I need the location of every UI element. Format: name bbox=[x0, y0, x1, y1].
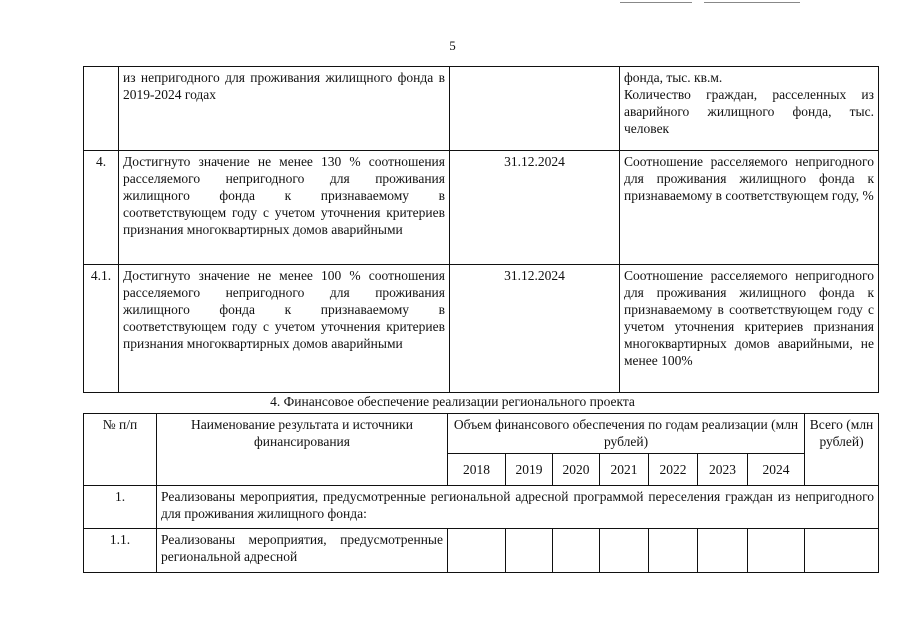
table-row bbox=[84, 67, 879, 151]
table-row bbox=[84, 151, 879, 265]
result-indicator bbox=[620, 67, 879, 151]
year-cell: 2021 bbox=[600, 454, 649, 486]
indicator-line: фонда, тыс. кв.м. bbox=[624, 70, 723, 85]
result-date: 31.12.2024 bbox=[450, 151, 620, 265]
value-cell bbox=[448, 529, 506, 573]
results-table bbox=[83, 66, 879, 393]
row-number bbox=[84, 67, 119, 151]
table-row bbox=[84, 265, 879, 393]
result-date: 31.12.2024 bbox=[450, 265, 620, 393]
result-text: Достигнуто значение не менее 130 % соотношения расселяемого непригодного для проживания жилищного фонда к признаваемому в соответствующем году с учетом уточнения критериев признания многоквартирных домов аварийными bbox=[119, 151, 450, 265]
year-cell: 2022 bbox=[649, 454, 698, 486]
row-text: Реализованы мероприятия, предусмотренные региональной адресной программой переселения граждан из непригодного для проживания жилищного фонда: bbox=[157, 486, 879, 529]
table-row bbox=[84, 529, 879, 573]
result-text: Достигнуто значение не менее 100 % соотношения расселяемого непригодного для проживания жилищного фонда к признаваемому в соответствующем году с учетом уточнения критериев признания многоквартирных домов аварийными bbox=[119, 265, 450, 393]
value-cell bbox=[805, 529, 879, 573]
header-num: № п/п bbox=[84, 414, 157, 486]
year-cell: 2020 bbox=[553, 454, 600, 486]
row-number: 4.1. bbox=[84, 265, 119, 393]
finance-table bbox=[83, 413, 879, 573]
indicator-line: Соотношение расселяемого непригодного для проживания жилищного фонда к признаваемому в соответствующем году, % bbox=[624, 154, 874, 203]
value-cell bbox=[649, 529, 698, 573]
table-row bbox=[84, 486, 879, 529]
year-cell: 2023 bbox=[698, 454, 748, 486]
year-cell: 2018 bbox=[448, 454, 506, 486]
result-indicator bbox=[620, 151, 879, 265]
page-number: 5 bbox=[449, 38, 456, 53]
header-row bbox=[84, 414, 879, 454]
indicator-line: Соотношение расселяемого непригодного для проживания жилищного фонда к признаваемому в соответствующем году с учетом уточнения критериев признания многоквартирных домов аварийными, не менее 100% bbox=[624, 268, 874, 368]
result-text: из непригодного для проживания жилищного фонда в 2019-2024 годах bbox=[119, 67, 450, 151]
value-cell bbox=[553, 529, 600, 573]
value-cell bbox=[698, 529, 748, 573]
row-number: 1.1. bbox=[84, 529, 157, 573]
year-cell: 2019 bbox=[506, 454, 553, 486]
header-total: Всего (млн рублей) bbox=[805, 414, 879, 486]
section-title: 4. Финансовое обеспечение реализации регионального проекта bbox=[270, 394, 635, 409]
scan-header-lines bbox=[0, 0, 905, 8]
value-cell bbox=[748, 529, 805, 573]
result-date bbox=[450, 67, 620, 151]
year-cell: 2024 bbox=[748, 454, 805, 486]
value-cell bbox=[600, 529, 649, 573]
row-text: Реализованы мероприятия, предусмотренные региональной адресной bbox=[157, 529, 448, 573]
header-name: Наименование результата и источники финансирования bbox=[157, 414, 448, 486]
header-volume: Объем финансового обеспечения по годам реализации (млн рублей) bbox=[448, 414, 805, 454]
indicator-line: Количество граждан, расселенных из аварийного жилищного фонда, тыс. человек bbox=[624, 87, 874, 136]
row-number: 1. bbox=[84, 486, 157, 529]
row-number: 4. bbox=[84, 151, 119, 265]
value-cell bbox=[506, 529, 553, 573]
result-indicator bbox=[620, 265, 879, 393]
